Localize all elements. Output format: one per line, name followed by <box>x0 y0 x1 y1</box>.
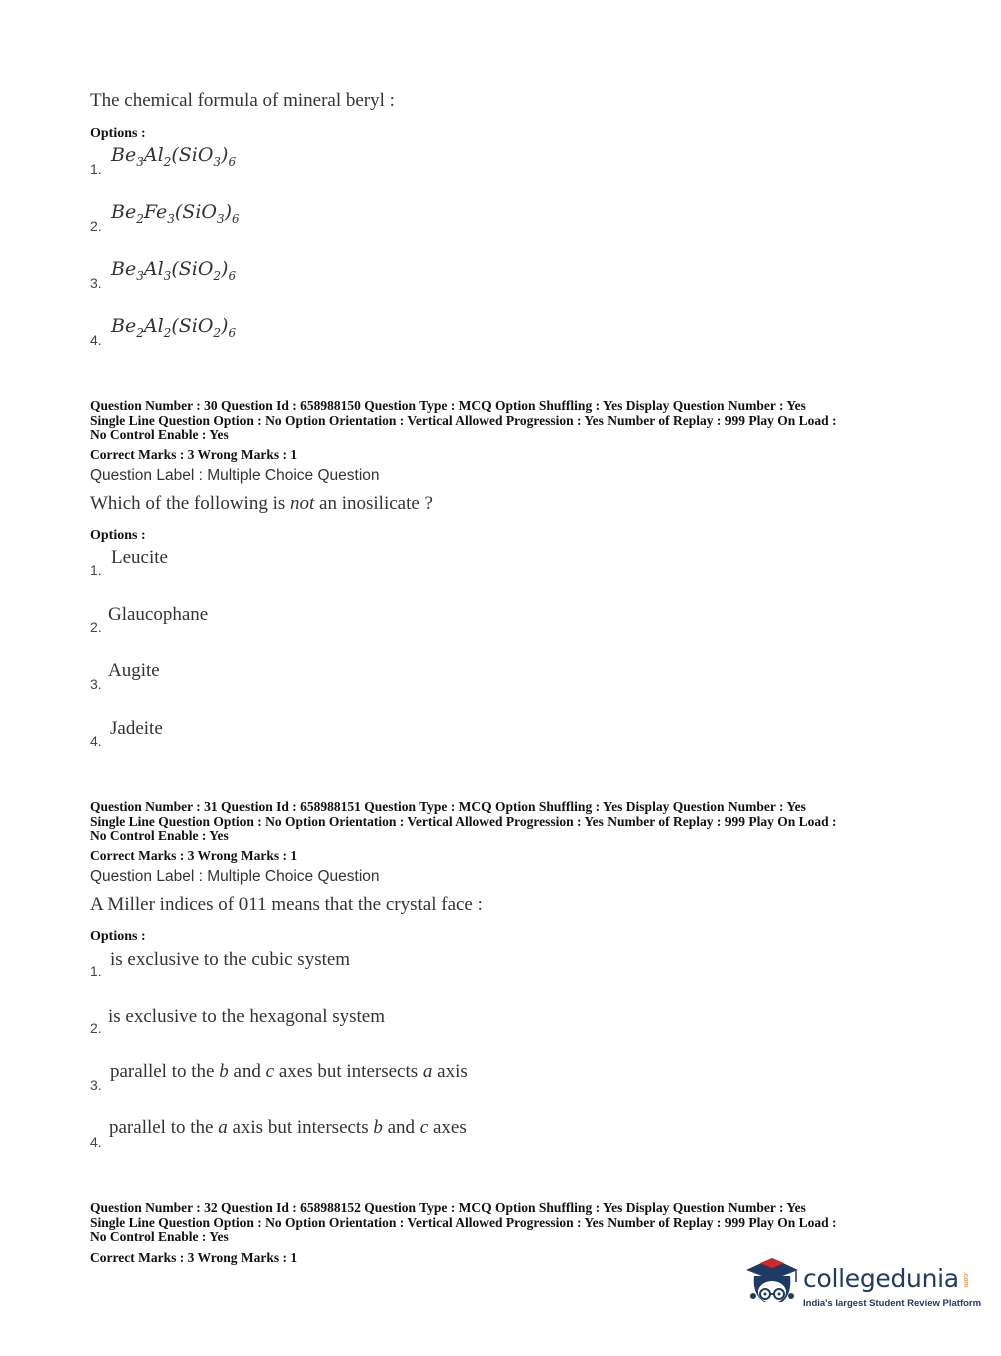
collegedunia-logo-text: collegedunia <box>803 1264 959 1293</box>
question-32-meta: Question Number : 32 Question Id : 658988152 Question Type : MCQ Option Shuffling : Yes Display Question Number : Yes Single Line Question Option : No Option Orientation : Vertical Allowed Progression : Yes Number of Replay : 999 Play On Load : No Control Enable : Yes <box>90 1200 837 1244</box>
option-number: 3. <box>90 676 102 692</box>
question-30-label: Question Label : Multiple Choice Question <box>90 467 380 484</box>
option-text: is exclusive to the cubic system <box>110 949 351 970</box>
collegedunia-tagline: India's largest Student Review Platform <box>803 1298 982 1309</box>
option-number: 2. <box>90 218 102 234</box>
collegedunia-mascot-icon <box>742 1250 802 1320</box>
question-30-meta: Question Number : 30 Question Id : 658988150 Question Type : MCQ Option Shuffling : Yes Display Question Number : Yes Single Line Question Option : No Option Orientation : Vertical Allowed Progression : Yes Number of Replay : 999 Play On Load : No Control Enable : Yes <box>90 398 837 442</box>
collegedunia-logo-suffix: .com <box>962 1272 969 1288</box>
option-number: 1. <box>90 562 102 578</box>
question-30-text: Which of the following is not an inosilicate ? <box>90 493 433 514</box>
option-number: 2. <box>90 1020 102 1036</box>
option-number: 4. <box>90 332 102 348</box>
option-formula-1: $Be_3Al_2(SiO_3)_6$ <box>111 144 237 169</box>
question-31-text: A Miller indices of 011 means that the crystal face : <box>90 894 483 915</box>
question-31-meta: Question Number : 31 Question Id : 658988151 Question Type : MCQ Option Shuffling : Yes Display Question Number : Yes Single Line Question Option : No Option Orientation : Vertical Allowed Progression : Yes Number of Replay : 999 Play On Load : No Control Enable : Yes <box>90 799 837 843</box>
option-text: is exclusive to the hexagonal system <box>108 1006 386 1027</box>
option-text: parallel to the b and c axes but intersects a axis <box>110 1061 468 1082</box>
option-number: 1. <box>90 161 102 177</box>
question-29-text: The chemical formula of mineral beryl : <box>90 90 395 111</box>
option-formula-4: $Be_2Al_2(SiO_2)_6$ <box>111 315 237 340</box>
option-number: 1. <box>90 963 102 979</box>
question-31-label: Question Label : Multiple Choice Question <box>90 868 380 885</box>
question-31-marks: Correct Marks : 3 Wrong Marks : 1 <box>90 848 298 863</box>
option-text: Glaucophane <box>108 604 209 625</box>
option-formula-3: $Be_3Al_3(SiO_2)_6$ <box>111 258 237 283</box>
question-30-options-label: Options : <box>90 528 146 543</box>
question-32-marks: Correct Marks : 3 Wrong Marks : 1 <box>90 1250 298 1265</box>
question-31-options-label: Options : <box>90 929 146 944</box>
question-29-options-label: Options : <box>90 126 146 141</box>
option-number: 3. <box>90 1077 102 1093</box>
option-formula-2: $Be_2Fe_3(SiO_3)_6$ <box>111 201 240 226</box>
option-number: 3. <box>90 275 102 291</box>
option-text: Leucite <box>111 547 168 568</box>
option-number: 2. <box>90 619 102 635</box>
question-30-marks: Correct Marks : 3 Wrong Marks : 1 <box>90 447 298 462</box>
option-text: Augite <box>108 660 160 681</box>
option-text: parallel to the a axis but intersects b and c axes <box>109 1117 467 1138</box>
option-number: 4. <box>90 1134 102 1150</box>
option-text: Jadeite <box>110 718 163 739</box>
option-number: 4. <box>90 733 102 749</box>
